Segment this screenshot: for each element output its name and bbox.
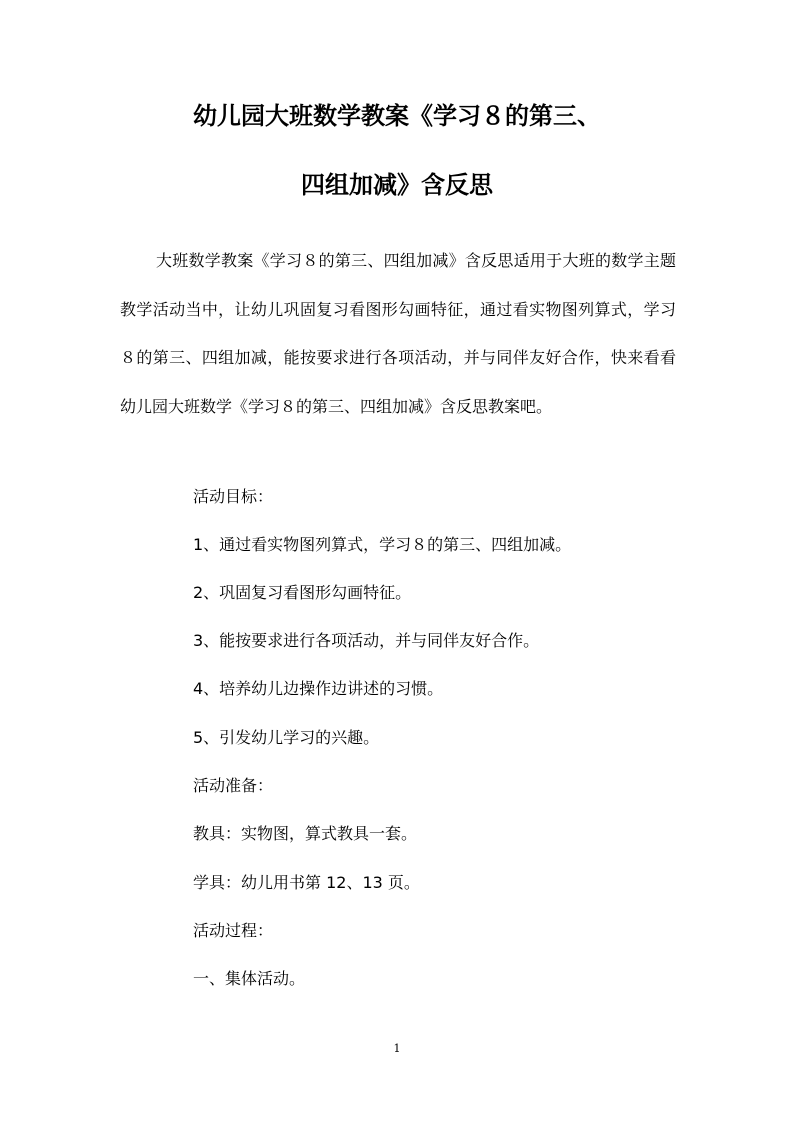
page-number: 1 — [393, 1042, 401, 1055]
objective-item-5: 5、引发幼儿学习的兴趣。 — [193, 728, 380, 747]
section-heading-objectives: 活动目标： — [193, 487, 274, 506]
process-step-1: 一、集体活动。 — [193, 969, 306, 988]
preparation-learning-aids: 学具：幼儿用书第 12、13 页。 — [193, 873, 420, 892]
intro-paragraph: 大班数学教案《学习８的第三、四组加减》含反思适用于大班的数学主题教学活动当中，让幼儿巩固复习看图形勾画特征，通过看实物图列算式，学习８的第三、四组加减，能按要求进行各项活动，并与同伴友好合作，快来看看幼儿园大班数学《学习８的第三、四组加减》含反思教案吧。 — [120, 251, 676, 416]
objective-item-4: 4、培养幼儿边操作边讲述的习惯。 — [193, 679, 444, 698]
section-heading-process: 活动过程： — [193, 921, 274, 940]
objective-item-3: 3、能按要求进行各项活动，并与同伴友好合作。 — [193, 631, 540, 650]
objective-item-1: 1、通过看实物图列算式，学习８的第三、四组加减。 — [193, 535, 572, 554]
title-line-1: 幼儿园大班数学教案《学习８的第三、 — [193, 102, 601, 130]
objective-item-2: 2、巩固复习看图形勾画特征。 — [193, 583, 412, 602]
title-line-2: 四组加减》含反思 — [301, 171, 493, 199]
preparation-teaching-aids: 教具：实物图，算式教具一套。 — [193, 824, 418, 843]
section-heading-preparation: 活动准备： — [193, 776, 274, 795]
